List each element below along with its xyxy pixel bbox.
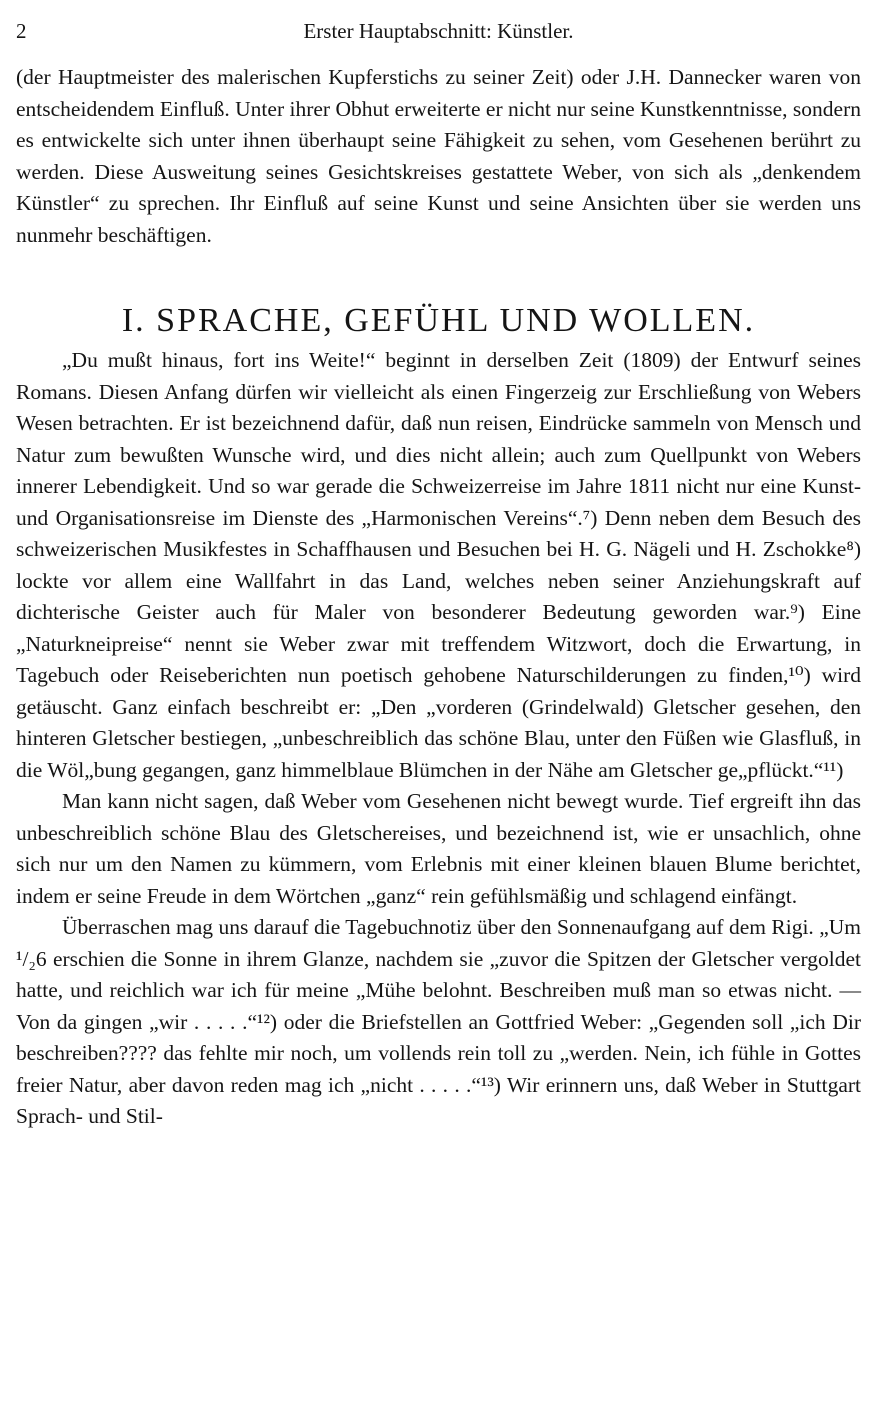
section-title: I. SPRACHE, GEFÜHL UND WOLLEN. <box>121 302 756 339</box>
page-number: 2 <box>16 19 27 43</box>
page-header <box>16 14 861 48</box>
paragraph-2: Man kann nicht sagen, daß Weber vom Gesehenen nicht bewegt wurde. Tief ergreift ihn das unbeschreiblich schöne Blau des Gletschereises, und bezeichnend ist, wie er unsachlich, ohne sich nur um den Namen zu kümmern, vom Erlebnis mit einer kleinen blauen Blume berichtet, indem er seine Freude in dem Wörtchen „ganz“ rein gefühlsmäßig und schlagend einfängt. <box>16 789 861 908</box>
paragraph-3: Überraschen mag uns darauf die Tagebuchnotiz über den Sonnenaufgang auf dem Rigi. „Um ¹/₂6 erschien die Sonne in ihrem Glanze, nachdem sie „zuvor die Spitzen der Gletscher vergoldet hatte, und reichlich war ich für meine „Mühe belohnt. Beschreiben muß man so etwas nicht. — Von da gingen „wir . . . . .“¹²) oder die Briefstellen an Gottfried Weber: „Gegenden soll „ich Dir beschreiben???? das fehlte mir noch, um vollends rein toll zu „werden. Nein, ich fühle in Gottes freier Natur, aber davon reden mag ich „nicht . . . . .“¹³) Wir erinnern uns, daß Weber in Stuttgart Sprach- und Stil- <box>16 915 861 1128</box>
paragraph-1: „Du mußt hinaus, fort ins Weite!“ beginnt in derselben Zeit (1809) der Entwurf seines Romans. Diesen Anfang dürfen wir vielleicht als einen Fingerzeig zur Erschließung von Webers Wesen betrachten. Er ist bezeichnend dafür, daß nun reisen, Eindrücke sammeln von Mensch und Natur zum bewußten Wunsche wird, und dies nicht allein; auch zum Quellpunkt von Webers innerer Lebendigkeit. Und so war gerade die Schweizerreise im Jahre 1811 nicht nur eine Kunst- und Organisationsreise im Dienste des „Harmonischen Vereins“.⁷) Denn neben dem Besuch des schweizerischen Musikfestes in Schaffhausen und Besuchen bei H. G. Nägeli und H. Zschokke⁸) lockte vor allem eine Wallfahrt in das Land, welches neben seiner Anziehungskraft auf dichterische Geister auch für Maler von besonderer Bedeutung geworden war.⁹) Eine „Naturkneipreise“ nennt sie Weber zwar mit treffendem Witzwort, doch die Erwartung, in Tagebuch oder Reiseberichten nun poetisch gehobene Naturschilderungen zu finden,¹⁰) wird getäuscht. Ganz einfach beschreibt er: „Den „vorderen (Grindelwald) Gletscher gesehen, den hinteren Gletscher bestiegen, „unbeschreiblich das schöne Blau, unter den Füßen wie Glasfluß, in die Wöl„bung gegangen, ganz himmelblaue Blümchen in der Nähe am Gletscher ge„pflückt.“¹¹) <box>16 348 861 782</box>
intro-paragraph: (der Hauptmeister des malerischen Kupferstichs zu seiner Zeit) oder J.H. Dannecker waren von entscheidendem Einfluß. Unter ihrer Obhut erweiterte er nicht nur seine Kunstkenntnisse, sondern es entwickelte sich unter ihnen überhaupt seine Fähigkeit zu sehen, vom Gesehenen berührt zu werden. Diese Ausweitung seines Gesichtskreises gestattete Weber, von sich als „denkendem Künstler“ zu sprechen. Ihr Einfluß auf seine Kunst und seine Ansichten über sie werden uns nunmehr beschäftigen. <box>16 65 861 247</box>
document-page <box>16 0 861 1412</box>
body-text <box>16 62 861 1133</box>
running-title: Erster Hauptabschnitt: Künstler. <box>303 19 574 43</box>
